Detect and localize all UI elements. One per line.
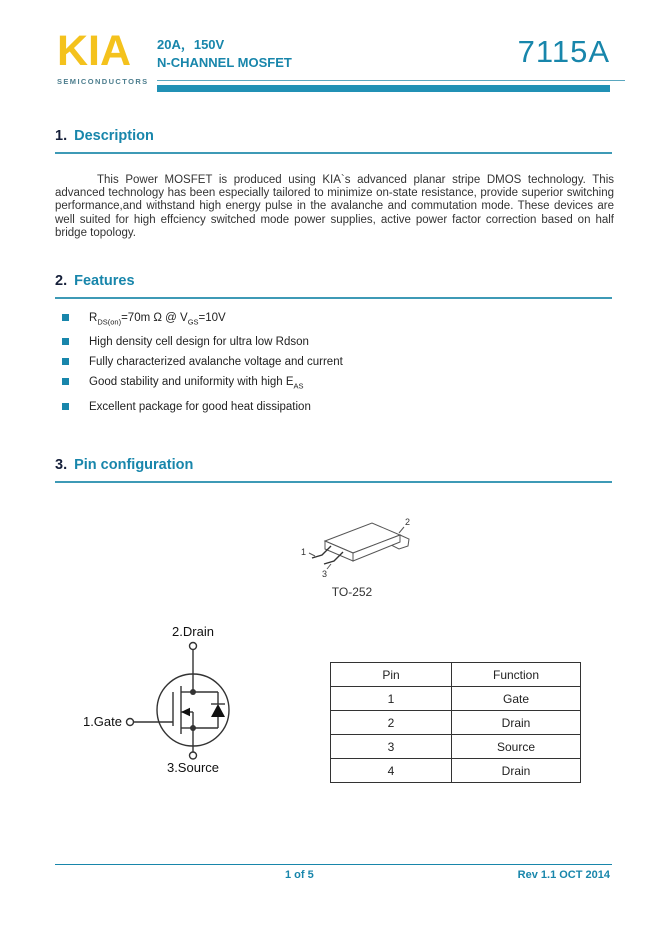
- feature-text: $R_{DS(on)}=70m$ Ω @ $V_{GS}=10V$: [89, 312, 226, 327]
- feature-item: [62, 376, 343, 392]
- feature-item: [62, 312, 343, 328]
- package-pin2-label: 2: [405, 517, 411, 527]
- table-row: [331, 735, 581, 759]
- pin-table-body: [331, 687, 581, 783]
- feature-item: [62, 356, 343, 368]
- gate-terminal: [127, 719, 134, 726]
- footer-rule: [55, 864, 612, 865]
- table-cell: Drain: [452, 711, 581, 735]
- feature-text: High density cell design for ultra low Rdson: [89, 336, 309, 349]
- source-label: 3.Source: [166, 760, 220, 775]
- header-accent-bar: [157, 85, 610, 92]
- description-paragraph: This Power MOSFET is produced using KIA`s advanced planar stripe DMOS technology. This advanced technology has been especially tailored to minimize on-state resistance, provide superior switching performance,and withstand high energy pulse in the avalanche and commutation mode. These devices are well suited for high effciency switched mode power supplies, active power factor correction based on half bridge topology.: [55, 173, 614, 240]
- mosfet-symbol-drawing: [68, 624, 318, 776]
- pin2-leader-line: [399, 527, 404, 533]
- table-cell: 4: [331, 759, 452, 783]
- brand-tagline: SEMICONDUCTORS: [57, 77, 149, 86]
- package-pin1-label: 1: [301, 547, 307, 557]
- brand-block: [57, 28, 149, 86]
- table-cell: Gate: [452, 687, 581, 711]
- section-heading-pin-configuration: [55, 457, 612, 483]
- table-cell: 2: [331, 711, 452, 735]
- feature-text: Good stability and uniformity with high $E_{AS}$: [89, 376, 304, 391]
- table-cell: Drain: [452, 759, 581, 783]
- table-cell: Source: [452, 735, 581, 759]
- section-heading-features: [55, 273, 612, 299]
- pin-column-header: Pin: [331, 663, 452, 687]
- gate-label: 1.Gate: [82, 714, 122, 729]
- pin-function-table: [330, 662, 581, 783]
- table-header-row: [331, 663, 581, 687]
- table-row: [331, 759, 581, 783]
- revision-info: Rev 1.1 OCT 2014: [517, 869, 610, 881]
- header-thin-rule: [157, 80, 625, 81]
- section-title: Pin configuration: [74, 457, 194, 473]
- diode-triangle: [211, 704, 225, 717]
- section-number: 1.: [55, 128, 68, 144]
- bullet-square-icon: [62, 403, 69, 410]
- table-row: [331, 711, 581, 735]
- section-title: Features: [74, 273, 135, 289]
- device-rating: 20A，150V: [157, 37, 225, 52]
- feature-text: Excellent package for good heat dissipation: [89, 400, 311, 413]
- to252-package-drawing: [285, 515, 419, 579]
- pin3-leader-line: [327, 564, 331, 569]
- bullet-square-icon: [62, 338, 69, 345]
- pin1-leader-line: [309, 553, 315, 556]
- channel-arrow: [181, 708, 190, 716]
- package-pin3-label: 3: [322, 569, 328, 579]
- feature-item: [62, 401, 343, 413]
- device-type: N-CHANNEL MOSFET: [157, 55, 292, 70]
- function-column-header: Function: [452, 663, 581, 687]
- section-title: Description: [74, 128, 154, 144]
- table-row: [331, 687, 581, 711]
- package-figure: [285, 515, 419, 599]
- mosfet-symbol-figure: [68, 624, 318, 781]
- features-list: [62, 312, 343, 421]
- drain-label: 2.Drain: [172, 624, 214, 639]
- table-cell: 3: [331, 735, 452, 759]
- page-number: 1 of 5: [285, 869, 314, 881]
- table-cell: 1: [331, 687, 452, 711]
- bullet-square-icon: [62, 314, 69, 321]
- feature-text: Fully characterized avalanche voltage and current: [89, 356, 343, 369]
- drain-terminal: [190, 643, 197, 650]
- section-number: 3.: [55, 457, 68, 473]
- part-number: 7115A: [517, 34, 610, 69]
- package-name: TO-252: [331, 585, 373, 599]
- section-number: 2.: [55, 273, 68, 289]
- kia-logo: KIA: [57, 27, 132, 75]
- section-heading-description: [55, 128, 612, 154]
- bullet-square-icon: [62, 358, 69, 365]
- device-title-block: [157, 36, 292, 72]
- source-terminal: [190, 752, 197, 759]
- feature-item: [62, 336, 343, 348]
- bullet-square-icon: [62, 378, 69, 385]
